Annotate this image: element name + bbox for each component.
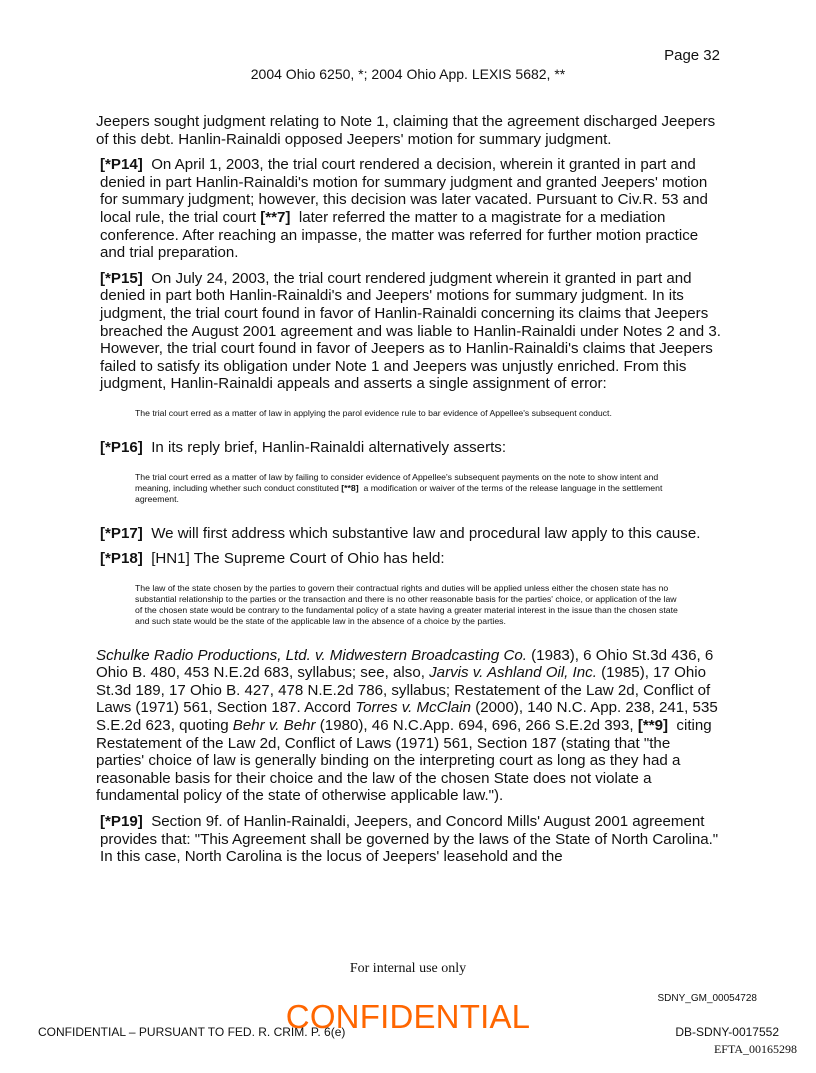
paragraph-ref: [*P19] bbox=[100, 813, 143, 831]
paragraph-text: later referred the matter to a magistrate for a mediation conference. After reaching an impasse, the matter was referred for further motion practice and trial preparation. bbox=[100, 208, 699, 262]
bates-number-top: SDNY_GM_00054728 bbox=[657, 993, 757, 1004]
paragraph-p14 bbox=[96, 156, 721, 262]
case-name: Jarvis v. Ashland Oil, Inc. bbox=[429, 664, 597, 682]
quote-text: The trial court erred as a matter of law by failing to consider evidence of Appellee's subsequent payments on the note to show intent and meaning, including whether such conduct constituted bbox=[135, 471, 659, 493]
paragraph-text: On April 1, 2003, the trial court rendered a decision, wherein it granted in part and denied in part Hanlin-Rainaldi's motion for summary judgment and granted Jeepers' motion for summary judgment; however, this decision was later vacated. Pursuant to Civ.R. 53 and local rule, the trial court bbox=[100, 156, 708, 226]
citation-text: (1980), 46 N.C.App. 694, 696, 266 S.E.2d 393, bbox=[319, 717, 634, 735]
citation-text: (1985), 17 Ohio St.3d 189, 17 Ohio B. 427, 478 N.E.2d 786, syllabus; Restatement of the Law 2d, Conflict of Laws (1971) 561, Section 187. Accord bbox=[96, 664, 711, 717]
case-name: Schulke Radio Productions, Ltd. v. Midwestern Broadcasting Co. bbox=[96, 646, 527, 664]
paragraph-p17 bbox=[96, 525, 721, 543]
bates-number-mid: DB-SDNY-0017552 bbox=[675, 1025, 779, 1039]
case-name: Torres v. McClain bbox=[355, 699, 472, 717]
paragraph-text: [HN1] The Supreme Court of Ohio has held: bbox=[151, 550, 445, 568]
running-header-citation: 2004 Ohio 6250, *; 2004 Ohio App. LEXIS 5682, ** bbox=[250, 66, 566, 82]
paragraph-text: On July 24, 2003, the trial court rendered judgment wherein it granted in part and denied in part both Hanlin-Rainaldi's and Jeepers' motions for summary judgment. In its judgment, the trial court found in favor of Hanlin-Rainaldi concerning its claims that Jeepers breached the August 2001 agreement and was liable to Hanlin-Rainaldi under Notes 2 and 3. However, the trial court found in favor of Jeepers as to Hanlin-Rainaldi's claims that Jeepers failed to satisfy its obligation under Note 1 and Jeepers was unjustly enriched. From this judgment, Hanlin-Rainaldi appeals and asserts a single assignment of error: bbox=[100, 269, 721, 393]
paragraph-p18 bbox=[96, 550, 721, 568]
paragraph: Jeepers sought judgment relating to Note 1, claiming that the agreement discharged Jeepers of this debt. Hanlin-Rainaldi opposed Jeepers' motion for summary judgment. bbox=[96, 113, 716, 148]
quote-text: a modification or waiver of the terms of the release language in the settlement agreement. bbox=[135, 482, 663, 504]
case-name: Behr v. Behr bbox=[232, 717, 316, 735]
citation-text: (2000), 140 N.C. App. 238, 241, 535 S.E.2d 623, quoting bbox=[96, 699, 718, 735]
paragraph-ref: [*P18] bbox=[100, 550, 143, 568]
citation-text: (1983), 6 Ohio St.3d 436, 6 Ohio B. 480, 453 N.E.2d 683, syllabus; see, also, bbox=[96, 646, 714, 682]
paragraph-p19 bbox=[96, 813, 721, 866]
paragraph-ref: [*P14] bbox=[100, 156, 143, 174]
confidentiality-notice: CONFIDENTIAL – PURSUANT TO FED. R. CRIM. P. 6(e) bbox=[38, 1025, 346, 1039]
paragraph-ref: [*P15] bbox=[100, 269, 143, 287]
internal-use-note: For internal use only bbox=[349, 961, 467, 976]
block-quote: The trial court erred as a matter of law in applying the parol evidence rule to bar evidence of Appellee's subsequent conduct. bbox=[135, 407, 612, 418]
page-number: Page 32 bbox=[664, 47, 720, 64]
block-quote: The law of the state chosen by the parties to govern their contractual rights and duties will be applied unless either the chosen state has no substantial relationship to the parties or the transaction and there is no other reasonable basis for the parties' choice, or application of the law of the chosen state would be contrary to the fundamental policy of a state having a greater material interest in the issue than the chosen state and such state would be the state of the applicable law in the absence of a choice by the parties. bbox=[135, 582, 678, 626]
paragraph-ref: [*P17] bbox=[100, 524, 143, 542]
page-ref: [**7] bbox=[260, 208, 291, 226]
citation-paragraph bbox=[96, 647, 721, 805]
document-body bbox=[96, 113, 721, 874]
paragraph-text: We will first address which substantive law and procedural law apply to this cause. bbox=[151, 524, 701, 542]
paragraph-p15 bbox=[96, 270, 721, 393]
block-quote bbox=[135, 472, 681, 505]
paragraph-text: Section 9f. of Hanlin-Rainaldi, Jeepers, and Concord Mills' August 2001 agreement provides that: "This Agreement shall be governed by the laws of the State of North Carolina." In this case, North Carolina is the locus of Jeepers' leasehold and the bbox=[100, 813, 719, 866]
paragraph-ref: [*P16] bbox=[100, 438, 143, 456]
confidential-stamp: CONFIDENTIAL bbox=[285, 998, 531, 1035]
bates-number-bottom: EFTA_00165298 bbox=[713, 1042, 797, 1056]
page-ref: [**9] bbox=[637, 717, 669, 735]
citation-text: citing Restatement of the Law 2d, Conflict of Laws (1971) 561, Section 187 (stating that "the parties' choice of law is generally binding on the interpreting court as long as they had a reasonable basis for their choice and the law of the chosen State does not violate a fundamental policy of the state of otherwise applicable law."). bbox=[96, 717, 712, 805]
page-ref: [**8] bbox=[341, 482, 359, 493]
paragraph-p16 bbox=[96, 439, 721, 457]
paragraph-text: In its reply brief, Hanlin-Rainaldi alternatively asserts: bbox=[151, 438, 507, 456]
